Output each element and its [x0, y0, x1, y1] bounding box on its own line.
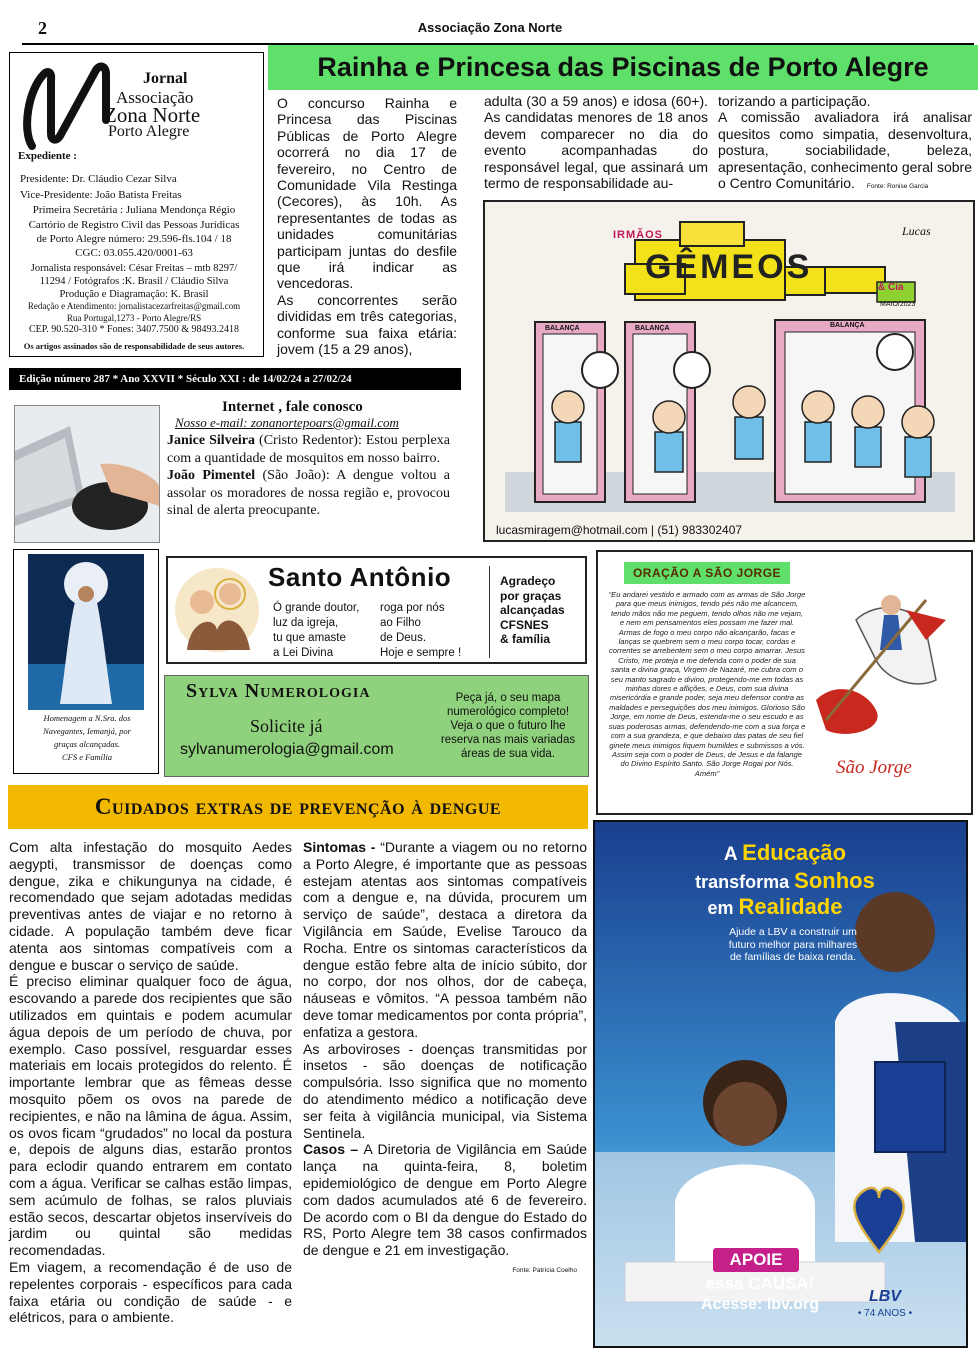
lbv-line3-a: em	[707, 898, 739, 918]
expediente-title: Expediente :	[18, 150, 77, 162]
santo-left-line: a Lei Divina	[273, 647, 334, 659]
yemanja-box	[13, 549, 159, 774]
jorge-signature: São Jorge	[836, 757, 912, 778]
santo-left-line: Ó grande doutor,	[273, 602, 360, 614]
dengue-col1-p2: É preciso eliminar qualquer foco de água, escovando a parede dos recipientes que são utilizados em quintais e podem acumular água depois de um período de chuva, por exemplo. Caso possível, resguardar esses materiais em locais protegidos do relento. É importante lembrar que as fêmeas desse mosquito põem os ovos na parede de recipientes, e não na lâmina de água. Assim, os ovos ficam “grudados” no local da postura e, depois de alguns dias, estarão prontos para eclodir quando entrarem em contato com a água. Verificar se calhas estão limpas, sem acúmulo de folhas, se ralos pluviais estão secos, descartar objetos inservíveis do jardim ou quintal são medidas recomendadas.	[9, 973, 292, 1259]
sylva-pitch-line: Veja o que o futuro lhe	[450, 720, 566, 732]
lbv-advertisement[interactable]	[593, 820, 968, 1348]
expediente-line: de Porto Alegre número: 29.596-fls.104 / 18	[36, 233, 232, 245]
lbv-causa: essa CAUSA!	[705, 1274, 815, 1293]
santo-right-line: roga por nós	[380, 602, 445, 614]
rainha-col1-p2: As concorrentes serão divididas em três categorias, conforme sua faixa etária: jovem (15 a 29 anos),	[277, 291, 457, 358]
comic-scale-label-3: BALANÇA	[830, 322, 865, 329]
yemanja-caption	[14, 712, 160, 764]
santo-antonio-title: Santo Antônio	[268, 562, 452, 592]
lbv-acesse[interactable]: Acesse: lbv.org	[701, 1296, 819, 1313]
santo-thanks-line: & família	[500, 632, 551, 646]
expediente-line: Produção e Diagramação: K. Brasil	[59, 289, 209, 300]
letter1-place: (Cristo Redentor):	[255, 433, 366, 448]
dengue-col1	[9, 839, 292, 1326]
comic-scale-label-1: BALANÇA	[545, 325, 580, 332]
dengue-casos	[303, 1141, 587, 1259]
sylva-pitch-line: numerológico completo!	[446, 706, 570, 718]
yemanja-caption-line: graças alcançadas.	[53, 739, 121, 749]
dengue-col2	[303, 839, 587, 1280]
letter2-name: João Pimentel	[167, 468, 256, 483]
dengue-sintomas	[303, 839, 587, 1041]
expediente-line: Rua Portugal,1273 - Porto Alegre/RS	[66, 313, 202, 323]
comic-title-cia: & Cia	[878, 282, 904, 293]
casos-label: Casos –	[303, 1141, 364, 1158]
comic-signature: Lucas	[902, 224, 931, 238]
expediente-line: Vice-Presidente: João Batista Freitas	[20, 189, 182, 201]
santo-thanks-line: por graças	[500, 588, 562, 603]
sylva-email[interactable]: sylvanumerologia@gmail.com	[180, 741, 394, 758]
sylva-solicite: Solicite já	[250, 716, 323, 736]
lbv-apoie: APOIE	[713, 1248, 799, 1272]
lbv-line3	[625, 894, 925, 920]
expediente-line: Primeira Secretária : Juliana Mendonça Régio	[32, 204, 236, 216]
santo-right-line: Hoje e sempre !	[380, 647, 462, 659]
comic-credit: lucasmiragem@hotmail.com | (51) 983302407	[496, 523, 743, 537]
dengue-fonte: Fonte: Patrícia Coelho	[512, 1266, 577, 1274]
santo-thanks-line: CFSNES	[500, 617, 549, 632]
rainha-title: Rainha e Princesa das Piscinas de Porto Alegre	[317, 52, 929, 82]
page-number: 2	[38, 18, 47, 38]
rainha-fonte: Fonte: Ronise Garcia	[866, 183, 929, 191]
expediente-line: CEP. 90.520-310 * Fones: 3407.7500 & 98493.2418	[28, 324, 239, 335]
lbv-line2	[625, 868, 945, 894]
lbv-line3-b: Realidade	[738, 894, 843, 919]
santo-thanks	[500, 574, 565, 647]
yemanja-caption-line: Homenagem a N.Sra. dos	[43, 713, 131, 723]
expediente-line: Os artigos assinados são de responsabilidade de seus autores.	[23, 341, 245, 351]
rainha-col1-p1: O concurso Rainha e Princesa das Piscinas Públicas de Porto Alegre ocorrerá no dia 17 de fevereiro, no Centro de Comunidade Vila Restinga (Cecores), às 10h. As representantes de todas as unidades comunitárias participam juntas do desfile que irá indicar as vencedoras.	[277, 95, 457, 292]
santo-left-line: luz da igreja,	[273, 617, 339, 629]
logo-jornal: Jornal	[143, 70, 188, 87]
santo-left-line: tu que amaste	[273, 632, 346, 644]
lbv-line2-b: Sonhos	[794, 868, 875, 893]
santo-thanks-line: alcançadas	[500, 603, 565, 617]
lbv-subtitle	[683, 926, 903, 964]
santo-left-prayer	[273, 601, 359, 661]
lbv-line1-a: A	[723, 844, 743, 865]
santo-antonio-image	[172, 560, 262, 660]
yemanja-caption-line: CFS e Família	[61, 752, 113, 762]
sintomas-text: “Durante a viagem ou no retorno a Porto Alegre, é importante que as pessoas estejam atentas aos sintomas compatíveis com a dengue e, na dúvida, procurem um serviço de saúde”, destaca a diretora da Vigilância em Saúde, Evelise Tarouco da Rocha. Entre os sintomas característicos da dengue estão febre alta de início súbito, dor no corpo, dor nos olhos, dor de cabeça, náuseas e vômitos. “A pessoa também não deve tomar medicamentos por conta própria”, enfatiza a gestora.	[303, 839, 587, 1040]
rainha-col2: adulta (30 a 59 anos) e idosa (60+). As candidatas menores de 18 anos devem comparecer no dia do evento acompanhadas do responsável legal, que assinará um termo de responsabilidade au-	[484, 93, 708, 192]
lbv-anos: • 74 ANOS •	[857, 1308, 913, 1319]
letter2-place: (São João):	[255, 468, 337, 483]
expediente-line: Presidente: Dr. Cláudio Cezar Silva	[20, 173, 177, 185]
lbv-sub-line: de famílias de baixa renda.	[729, 951, 857, 963]
sylva-title: Sylva Numerologia	[186, 680, 371, 702]
sylva-pitch-line: áreas de sua vida.	[461, 748, 555, 760]
internet-letters	[167, 432, 450, 520]
comic-title-big: GÊMEOS	[645, 248, 813, 286]
lbv-line2-a: transforma	[695, 872, 795, 892]
expediente-line: Cartório de Registro Civil das Pessoas Jurídicas	[28, 219, 240, 231]
sylva-pitch-line: reserva nas mais variadas	[440, 734, 576, 746]
comic-title-small: IRMÃOS	[613, 229, 663, 241]
internet-title: Internet , fale conosco	[222, 399, 363, 415]
edition-bar: Edição número 287 * Ano XXVII * Século XXI : de 14/02/24 a 27/02/24	[9, 368, 461, 390]
santo-right-prayer	[380, 601, 461, 661]
jorge-title: ORAÇÃO A SÃO JORGE	[632, 566, 782, 580]
lbv-line1	[635, 840, 935, 866]
logo-associacao: Associação	[116, 88, 194, 107]
dengue-col1-p3: Em viagem, a recomendação é de uso de repelentes corporais - específicos para cada faixa etária ou condição de saúde - e elétricos, para o ambiente.	[9, 1258, 292, 1326]
santo-divider	[489, 566, 490, 658]
casos-text: A Diretoria de Vigilância em Saúde lança na quinta-feira, 8, boletim epidemiológico de dengue em Porto Alegre com dados acumulados até 6 de fevereiro. De acordo com o BI da dengue do Estado do RS, Porto Alegre tem 38 casos confirmados de dengue e 21 em investigação.	[303, 1141, 588, 1259]
logo-porto-alegre: Porto Alegre	[108, 123, 190, 140]
photo-hand-mouse	[14, 405, 160, 543]
internet-email[interactable]: Nosso e-mail: zonanortepoars@gmail.com	[175, 415, 399, 430]
dengue-title: Cuidados extras de prevenção à dengue	[94, 794, 502, 819]
rainha-col3-p1: torizando a participação.	[718, 93, 871, 109]
lbv-logo: LBV	[869, 1288, 901, 1305]
yemanja-caption-line: Navegantes, Iemanjá, por	[43, 726, 131, 736]
jorge-prayer: “Eu andarei vestido e armado com as armas de São Jorge para que meus inimigos, tendo pés não me alcancem, tendo mãos não me peguem, tendo olhos não me vejam, e nem em pensamentos eles possam me fazer mal. Armas de fogo o meu corpo não alcançarão, facas e lanças se quebrem sem o meu corpo tocar, cordas e correntes se arrebentem sem o meu corpo amarrar. Jesus Cristo, me proteja e me defenda com o poder de sua santa e divina graça, Virgem de Nazaré, me cubra com o seu manto sagrado e divino, protegendo-me em todas as minhas dores e aflições, e Deus, com sua divina misericórdia e grande poder, seja meu defensor contra as maldades e perseguições dos meu inimigos. Glorioso São Jorge, em nome de Deus, estenda-me o seu escudo e as suas poderosas armas, defendendo-me com a sua força e com a sua grandeza, e que debaixo das patas de seu fiel ginete meus inimigos fiquem humildes e submissos a vós. Assim seja com o poder de Deus, de Jesus e da falange do Divino Espírito Santo. São Jorge Rogai por Nós. Amém”	[608, 590, 806, 778]
yemanja-image	[14, 554, 158, 714]
lbv-sub-line: Ajude a LBV a construir um	[729, 926, 857, 938]
santo-right-line: de Deus.	[380, 632, 427, 644]
rainha-col3	[718, 93, 972, 195]
sintomas-label: Sintomas -	[303, 839, 381, 855]
dengue-col1-p1: Com alta infestação do mosquito Aedes aegypti, transmissor de doenças como dengue, zika e chikungunya na cidade, é recomendado que sejam adotadas medidas preventivas antes de viajar e no retorno à cidade. A população também deve ficar atenta aos sintomas compatíveis com a dengue e buscar o serviço de saúde.	[9, 839, 292, 973]
sylva-pitch-line: Peça já, o seu mapa	[455, 692, 561, 704]
logo-zona-norte: Zona Norte	[104, 103, 201, 127]
letter1-name: Janice Silveira	[167, 433, 256, 448]
expediente-line: CGC: 03.055.420/0001-63	[75, 247, 193, 259]
lbv-sub-line: futuro melhor para milhares	[728, 938, 858, 951]
running-title: Associação Zona Norte	[417, 20, 563, 35]
lbv-line1-b: Educação	[742, 840, 847, 865]
comic-scale-label-2: BALANÇA	[635, 325, 670, 332]
dengue-arboviroses: As arboviroses - doenças transmitidas por insetos - são doenças de notificação compulsória. Isso significa que no momento do atendimento médico a notificação deve ser feita à vigilância municipal, via Sistema Sentinela.	[303, 1040, 587, 1141]
expediente-line: Redação e Atendimento: jornalistacezarfreitas@gmail.com	[27, 301, 241, 311]
rainha-col1	[277, 95, 457, 358]
letter2-text: A dengue voltou a assolar os moradores de nossa região e, provocou sinal de alerta preocupante.	[167, 468, 451, 518]
expediente-line: Jornalista responsável: César Freitas – mtb 8297/	[30, 263, 238, 274]
santo-thanks-line: Agradeço	[500, 574, 556, 588]
rainha-col3-p2: A comissão avaliadora irá analisar quesitos como simpatia, desenvoltura, postura, sociabilidade, beleza, apresentação, conhecimento geral sobre o Centro Comunitário.	[718, 109, 972, 192]
santo-right-line: ao Filho	[380, 617, 421, 629]
expediente-line: 11294 / Fotógrafos :K. Brasil / Cláudio Silva	[39, 276, 229, 287]
sylva-pitch	[428, 691, 588, 761]
comic-date: MAIO/2023	[880, 301, 916, 308]
sao-jorge-image	[806, 580, 966, 750]
letter1-text: Estou perplexa com a quantidade de mosquitos em nosso bairro.	[167, 433, 450, 466]
